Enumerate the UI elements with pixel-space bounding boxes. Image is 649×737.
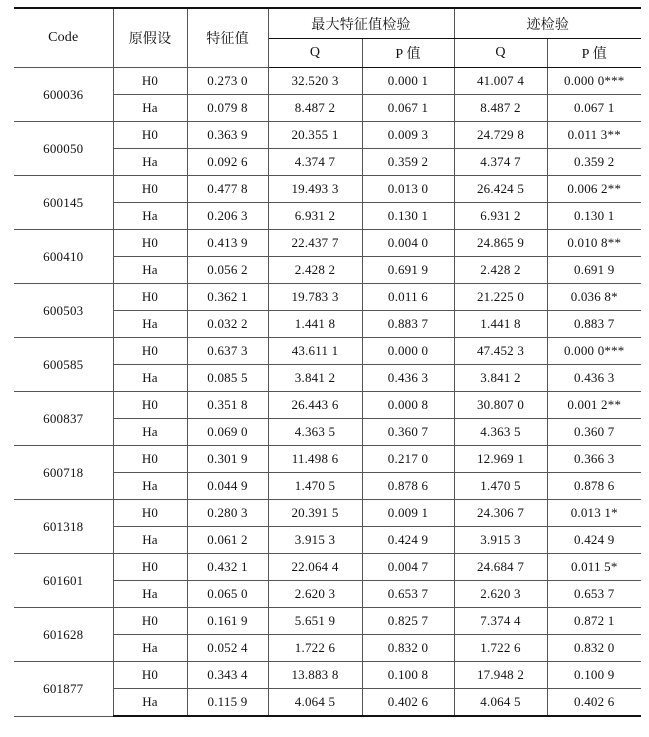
eigenvalue-cell: 0.477 8 bbox=[187, 176, 268, 203]
trace-p-cell: 0.878 6 bbox=[547, 473, 641, 500]
max-eigen-q-cell: 8.487 2 bbox=[268, 95, 362, 122]
stock-code-cell: 600503 bbox=[14, 284, 113, 338]
hypothesis-cell: H0 bbox=[113, 230, 187, 257]
max-eigen-p-cell: 0.011 6 bbox=[362, 284, 454, 311]
table-row bbox=[14, 122, 641, 149]
eigenvalue-cell: 0.280 3 bbox=[187, 500, 268, 527]
trace-p-cell: 0.001 2** bbox=[547, 392, 641, 419]
trace-p-cell: 0.000 0*** bbox=[547, 68, 641, 95]
max-eigen-q-cell: 11.498 6 bbox=[268, 446, 362, 473]
table-row bbox=[14, 446, 641, 473]
trace-p-cell: 0.010 8** bbox=[547, 230, 641, 257]
stock-code-cell: 601601 bbox=[14, 554, 113, 608]
eigenvalue-cell: 0.032 2 bbox=[187, 311, 268, 338]
hypothesis-cell: Ha bbox=[113, 527, 187, 554]
eigenvalue-cell: 0.351 8 bbox=[187, 392, 268, 419]
trace-p-cell: 0.366 3 bbox=[547, 446, 641, 473]
eigenvalue-cell: 0.065 0 bbox=[187, 581, 268, 608]
trace-q-cell: 24.729 8 bbox=[454, 122, 547, 149]
max-eigen-p-cell: 0.004 7 bbox=[362, 554, 454, 581]
eigenvalue-cell: 0.363 9 bbox=[187, 122, 268, 149]
max-eigen-p-cell: 0.009 3 bbox=[362, 122, 454, 149]
stock-code-cell: 600410 bbox=[14, 230, 113, 284]
hypothesis-cell: Ha bbox=[113, 203, 187, 230]
eigenvalue-cell: 0.161 9 bbox=[187, 608, 268, 635]
max-eigen-p-cell: 0.000 1 bbox=[362, 68, 454, 95]
max-eigen-q-cell: 3.841 2 bbox=[268, 365, 362, 392]
hypothesis-cell: H0 bbox=[113, 662, 187, 689]
trace-p-cell: 0.067 1 bbox=[547, 95, 641, 122]
trace-p-cell: 0.013 1* bbox=[547, 500, 641, 527]
trace-q-cell: 24.865 9 bbox=[454, 230, 547, 257]
max-eigen-p-cell: 0.436 3 bbox=[362, 365, 454, 392]
trace-q-cell: 2.620 3 bbox=[454, 581, 547, 608]
max-eigen-p-cell: 0.130 1 bbox=[362, 203, 454, 230]
max-eigen-p-cell: 0.013 0 bbox=[362, 176, 454, 203]
max-eigen-p-cell: 0.009 1 bbox=[362, 500, 454, 527]
max-eigen-q-cell: 22.437 7 bbox=[268, 230, 362, 257]
eigenvalue-cell: 0.061 2 bbox=[187, 527, 268, 554]
table-row bbox=[14, 230, 641, 257]
trace-p-cell: 0.872 1 bbox=[547, 608, 641, 635]
max-eigen-q-cell: 20.355 1 bbox=[268, 122, 362, 149]
max-eigen-q-cell: 6.931 2 bbox=[268, 203, 362, 230]
eigenvalue-cell: 0.413 9 bbox=[187, 230, 268, 257]
trace-p-cell: 0.402 6 bbox=[547, 689, 641, 717]
eigenvalue-cell: 0.052 4 bbox=[187, 635, 268, 662]
stock-code-cell: 600145 bbox=[14, 176, 113, 230]
trace-p-cell: 0.011 5* bbox=[547, 554, 641, 581]
hypothesis-cell: H0 bbox=[113, 500, 187, 527]
trace-p-cell: 0.436 3 bbox=[547, 365, 641, 392]
max-eigen-p-cell: 0.832 0 bbox=[362, 635, 454, 662]
eigenvalue-cell: 0.079 8 bbox=[187, 95, 268, 122]
max-eigen-p-cell: 0.000 0 bbox=[362, 338, 454, 365]
hypothesis-cell: H0 bbox=[113, 392, 187, 419]
trace-q-cell: 3.841 2 bbox=[454, 365, 547, 392]
stock-code-cell: 600718 bbox=[14, 446, 113, 500]
max-eigen-p-cell: 0.100 8 bbox=[362, 662, 454, 689]
max-eigen-q-cell: 2.428 2 bbox=[268, 257, 362, 284]
trace-q-cell: 41.007 4 bbox=[454, 68, 547, 95]
header-hypothesis: 原假设 bbox=[113, 8, 187, 68]
eigenvalue-cell: 0.343 4 bbox=[187, 662, 268, 689]
table-row bbox=[14, 338, 641, 365]
table-row bbox=[14, 662, 641, 689]
max-eigen-q-cell: 1.470 5 bbox=[268, 473, 362, 500]
trace-p-cell: 0.424 9 bbox=[547, 527, 641, 554]
max-eigen-p-cell: 0.653 7 bbox=[362, 581, 454, 608]
max-eigen-q-cell: 1.722 6 bbox=[268, 635, 362, 662]
trace-p-cell: 0.359 2 bbox=[547, 149, 641, 176]
trace-q-cell: 4.374 7 bbox=[454, 149, 547, 176]
max-eigen-q-cell: 1.441 8 bbox=[268, 311, 362, 338]
eigenvalue-cell: 0.069 0 bbox=[187, 419, 268, 446]
stock-code-cell: 601877 bbox=[14, 662, 113, 717]
eigenvalue-cell: 0.301 9 bbox=[187, 446, 268, 473]
hypothesis-cell: Ha bbox=[113, 635, 187, 662]
stock-code-cell: 600585 bbox=[14, 338, 113, 392]
trace-q-cell: 1.441 8 bbox=[454, 311, 547, 338]
max-eigen-p-cell: 0.359 2 bbox=[362, 149, 454, 176]
max-eigen-q-cell: 22.064 4 bbox=[268, 554, 362, 581]
eigenvalue-cell: 0.056 2 bbox=[187, 257, 268, 284]
max-eigen-p-cell: 0.825 7 bbox=[362, 608, 454, 635]
max-eigen-q-cell: 5.651 9 bbox=[268, 608, 362, 635]
eigenvalue-cell: 0.115 9 bbox=[187, 689, 268, 717]
trace-q-cell: 4.064 5 bbox=[454, 689, 547, 717]
table-row bbox=[14, 392, 641, 419]
trace-p-cell: 0.011 3** bbox=[547, 122, 641, 149]
trace-q-cell: 24.684 7 bbox=[454, 554, 547, 581]
stock-code-cell: 600050 bbox=[14, 122, 113, 176]
hypothesis-cell: Ha bbox=[113, 257, 187, 284]
trace-p-cell: 0.691 9 bbox=[547, 257, 641, 284]
trace-p-cell: 0.036 8* bbox=[547, 284, 641, 311]
table-header bbox=[14, 8, 641, 68]
trace-q-cell: 1.470 5 bbox=[454, 473, 547, 500]
table-row bbox=[14, 608, 641, 635]
max-eigen-q-cell: 43.611 1 bbox=[268, 338, 362, 365]
stock-code-cell: 601318 bbox=[14, 500, 113, 554]
max-eigen-p-cell: 0.067 1 bbox=[362, 95, 454, 122]
hypothesis-cell: Ha bbox=[113, 689, 187, 717]
trace-p-cell: 0.100 9 bbox=[547, 662, 641, 689]
hypothesis-cell: Ha bbox=[113, 365, 187, 392]
max-eigen-p-cell: 0.000 8 bbox=[362, 392, 454, 419]
hypothesis-cell: H0 bbox=[113, 608, 187, 635]
header-trace-p: P 值 bbox=[547, 39, 641, 68]
eigenvalue-cell: 0.085 5 bbox=[187, 365, 268, 392]
eigenvalue-cell: 0.432 1 bbox=[187, 554, 268, 581]
max-eigen-q-cell: 2.620 3 bbox=[268, 581, 362, 608]
max-eigen-q-cell: 4.064 5 bbox=[268, 689, 362, 717]
max-eigen-p-cell: 0.883 7 bbox=[362, 311, 454, 338]
trace-q-cell: 24.306 7 bbox=[454, 500, 547, 527]
trace-q-cell: 47.452 3 bbox=[454, 338, 547, 365]
hypothesis-cell: H0 bbox=[113, 446, 187, 473]
max-eigen-q-cell: 32.520 3 bbox=[268, 68, 362, 95]
hypothesis-cell: Ha bbox=[113, 581, 187, 608]
max-eigen-p-cell: 0.360 7 bbox=[362, 419, 454, 446]
max-eigen-p-cell: 0.217 0 bbox=[362, 446, 454, 473]
trace-p-cell: 0.883 7 bbox=[547, 311, 641, 338]
eigenvalue-cell: 0.362 1 bbox=[187, 284, 268, 311]
hypothesis-cell: H0 bbox=[113, 284, 187, 311]
trace-p-cell: 0.006 2** bbox=[547, 176, 641, 203]
trace-q-cell: 2.428 2 bbox=[454, 257, 547, 284]
max-eigen-q-cell: 20.391 5 bbox=[268, 500, 362, 527]
eigenvalue-cell: 0.637 3 bbox=[187, 338, 268, 365]
hypothesis-cell: Ha bbox=[113, 149, 187, 176]
table-body bbox=[14, 68, 641, 717]
hypothesis-cell: Ha bbox=[113, 95, 187, 122]
eigenvalue-cell: 0.206 3 bbox=[187, 203, 268, 230]
trace-q-cell: 1.722 6 bbox=[454, 635, 547, 662]
hypothesis-cell: H0 bbox=[113, 68, 187, 95]
hypothesis-cell: H0 bbox=[113, 554, 187, 581]
trace-p-cell: 0.653 7 bbox=[547, 581, 641, 608]
max-eigen-q-cell: 4.363 5 bbox=[268, 419, 362, 446]
table-row bbox=[14, 284, 641, 311]
trace-q-cell: 12.969 1 bbox=[454, 446, 547, 473]
header-trace-test: 迹检验 bbox=[454, 8, 641, 39]
trace-q-cell: 6.931 2 bbox=[454, 203, 547, 230]
table-row bbox=[14, 500, 641, 527]
trace-p-cell: 0.832 0 bbox=[547, 635, 641, 662]
header-max-q: Q bbox=[268, 39, 362, 68]
hypothesis-cell: Ha bbox=[113, 311, 187, 338]
table-row bbox=[14, 176, 641, 203]
trace-p-cell: 0.360 7 bbox=[547, 419, 641, 446]
header-max-eigen-test: 最大特征值检验 bbox=[268, 8, 454, 39]
table-row bbox=[14, 68, 641, 95]
max-eigen-q-cell: 26.443 6 bbox=[268, 392, 362, 419]
max-eigen-p-cell: 0.402 6 bbox=[362, 689, 454, 717]
max-eigen-p-cell: 0.691 9 bbox=[362, 257, 454, 284]
max-eigen-p-cell: 0.878 6 bbox=[362, 473, 454, 500]
trace-p-cell: 0.000 0*** bbox=[547, 338, 641, 365]
hypothesis-cell: H0 bbox=[113, 176, 187, 203]
trace-q-cell: 3.915 3 bbox=[454, 527, 547, 554]
header-code: Code bbox=[14, 8, 113, 68]
header-max-p: P 值 bbox=[362, 39, 454, 68]
eigenvalue-cell: 0.273 0 bbox=[187, 68, 268, 95]
hypothesis-cell: H0 bbox=[113, 338, 187, 365]
trace-q-cell: 8.487 2 bbox=[454, 95, 547, 122]
hypothesis-cell: H0 bbox=[113, 122, 187, 149]
trace-q-cell: 21.225 0 bbox=[454, 284, 547, 311]
trace-q-cell: 17.948 2 bbox=[454, 662, 547, 689]
eigenvalue-cell: 0.044 9 bbox=[187, 473, 268, 500]
stock-code-cell: 600837 bbox=[14, 392, 113, 446]
hypothesis-cell: Ha bbox=[113, 419, 187, 446]
trace-q-cell: 26.424 5 bbox=[454, 176, 547, 203]
hypothesis-cell: Ha bbox=[113, 473, 187, 500]
table-row bbox=[14, 554, 641, 581]
max-eigen-q-cell: 19.783 3 bbox=[268, 284, 362, 311]
stock-code-cell: 601628 bbox=[14, 608, 113, 662]
max-eigen-q-cell: 13.883 8 bbox=[268, 662, 362, 689]
header-trace-q: Q bbox=[454, 39, 547, 68]
header-eigenvalue: 特征值 bbox=[187, 8, 268, 68]
trace-q-cell: 30.807 0 bbox=[454, 392, 547, 419]
cointegration-test-table bbox=[14, 7, 641, 717]
trace-q-cell: 4.363 5 bbox=[454, 419, 547, 446]
max-eigen-p-cell: 0.424 9 bbox=[362, 527, 454, 554]
trace-p-cell: 0.130 1 bbox=[547, 203, 641, 230]
max-eigen-q-cell: 19.493 3 bbox=[268, 176, 362, 203]
max-eigen-p-cell: 0.004 0 bbox=[362, 230, 454, 257]
max-eigen-q-cell: 4.374 7 bbox=[268, 149, 362, 176]
stock-code-cell: 600036 bbox=[14, 68, 113, 122]
max-eigen-q-cell: 3.915 3 bbox=[268, 527, 362, 554]
trace-q-cell: 7.374 4 bbox=[454, 608, 547, 635]
eigenvalue-cell: 0.092 6 bbox=[187, 149, 268, 176]
